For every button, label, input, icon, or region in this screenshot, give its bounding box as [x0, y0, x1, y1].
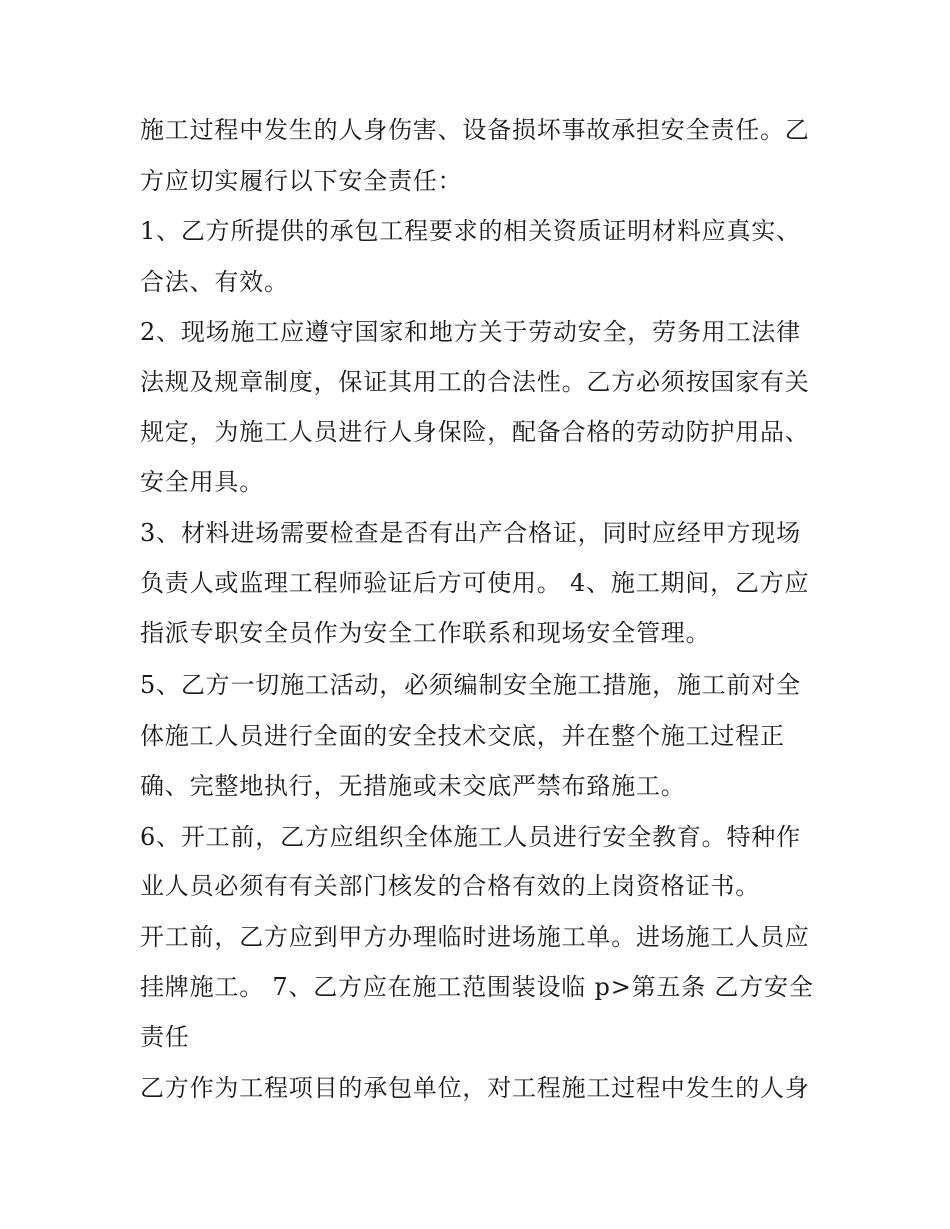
text-line: 责任	[140, 1023, 190, 1051]
text-line: 开工前，乙方应到甲方办理临时进场施工单。进场施工人员应	[140, 923, 810, 951]
text-line: 负责人或监理工程师验证后方可使用。 4、施工期间，乙方应	[140, 569, 810, 597]
text-line: 1、乙方所提供的承包工程要求的相关资质证明材料应真实、	[140, 217, 801, 245]
text-line: 施工过程中发生的人身伤害、设备损坏事故承担安全责任。乙	[140, 116, 810, 144]
text-line: 6、开工前，乙方应组织全体施工人员进行安全教育。特种作	[140, 823, 801, 851]
text-line: 2、现场施工应遵守国家和地方关于劳动安全，劳务用工法律	[140, 318, 801, 346]
text-line: 业人员必须有有关部门核发的合格有效的上岗资格证书。	[140, 872, 760, 900]
text-line: 确、完整地执行，无措施或未交底严禁布臵施工。	[140, 772, 686, 800]
text-line: 规定，为施工人员进行人身保险，配备合格的劳动防护用品、	[140, 418, 810, 446]
text-line: 合法、有效。	[140, 268, 289, 296]
text-line: 方应切实履行以下安全责任：	[140, 167, 463, 195]
text-line: 安全用具。	[140, 468, 264, 496]
text-line: 法规及规章制度，保证其用工的合法性。乙方必须按国家有关	[140, 368, 810, 396]
text-line: 5、乙方一切施工活动，必须编制安全施工措施，施工前对全	[140, 671, 801, 699]
text-line: 指派专职安全员作为安全工作联系和现场安全管理。	[140, 619, 711, 647]
text-line: 体施工人员进行全面的安全技术交底，并在整个施工过程正	[140, 722, 785, 750]
text-line: 乙方作为工程项目的承包单位，对工程施工过程中发生的人身	[140, 1074, 810, 1102]
text-line: 3、材料进场需要检查是否有出产合格证，同时应经甲方现场	[140, 519, 801, 547]
text-line: 挂牌施工。 7、乙方应在施工范围装设临 p>第五条 乙方安全	[140, 973, 814, 1001]
